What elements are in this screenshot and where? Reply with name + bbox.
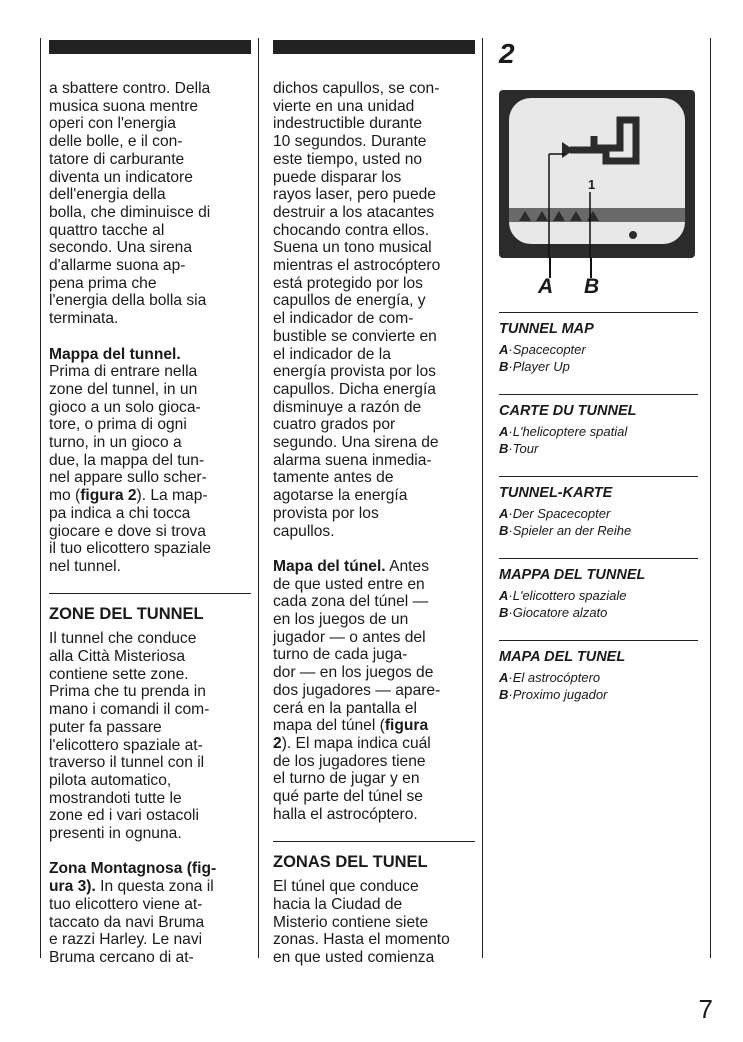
paragraph-energy: a sbattere contro. Della musica suona mentre operi con l'energia delle bolle, e il con- tatore di carburante diventa un indicatore dell'energia della bolla, che diminuisce di quattro tacche al secondo. Una sirena d'allarme suona ap- pena prima che l'energia della bolla sia terminata. [49, 80, 211, 328]
lead-heading: Mapa del túnel. [273, 557, 386, 575]
column-divider-mid-right [482, 38, 483, 958]
legend-spanish: MAPA DEL TUNEL A·El astrocóptero B·Proximo jugador [499, 640, 698, 710]
legend-italian: MAPPA DEL TUNNEL A·L'elicottero spaziale B·Giocatore alzato [499, 558, 698, 628]
column-divider-left [40, 38, 41, 958]
paragraph-tunnel-map: Mapa del túnel. Antes de que usted entre en cada zona del túnel — en los juegos de un jugador — o antes del turno de cada juga- dor — en los juegos de dos jugadores — apare- cerá en la pantalla el mapa del túnel (figura 2). El mapa indica cuál de los jugadores tiene el turno de jugar y en qué parte del túnel se halla el astrocóptero. [273, 557, 441, 823]
paragraph-zones: El túnel que conduce hacia la Ciudad de Misterio contiene siete zonas. Hasta el momento en que usted comienza [273, 878, 450, 967]
column-divider-right [710, 38, 711, 958]
section-title: ZONAS DEL TUNEL [273, 841, 475, 872]
section-title: ZONE DEL TUNNEL [49, 593, 251, 624]
header-bar [273, 40, 475, 54]
lead-heading: Zona Montagnosa (fig- [49, 860, 217, 878]
callout-a-label: A [538, 275, 554, 298]
column-italian [49, 40, 251, 967]
figure-reference: figura 2 [80, 487, 137, 505]
screen-area [509, 98, 685, 244]
legend-french: CARTE DU TUNNEL A·L'helicoptere spatial B·Tour [499, 394, 698, 464]
column-divider-mid-left [258, 38, 259, 958]
figure-callouts [499, 258, 695, 298]
callout-b-label: B [584, 275, 600, 298]
chapter-number: 2 [499, 38, 515, 69]
legend-title: TUNNEL MAP [499, 321, 594, 337]
tunnel-map-illustration [499, 90, 695, 258]
paragraph-mountain-zone: Zona Montagnosa (fig- ura 3). In questa zona il tuo elicottero viene at- taccato da navi Bruma e razzi Harley. Le navi Bruma cercano di at- [49, 860, 217, 966]
header-bar [49, 40, 251, 54]
tv-screen-figure [499, 90, 695, 258]
column-spanish [273, 40, 475, 967]
paragraph-zones: Il tunnel che conduce alla Città Misteriosa contiene sette zone. Prima che tu prenda in mano i comandi il com- puter fa passare l'elicottero spaziale at- traverso il tunnel con il pilota automatico, mostrandoti tutte le zone ed i vari ostacoli presenti in ognuna. [49, 630, 210, 843]
legend-title: MAPA DEL TUNEL [499, 649, 626, 665]
column-figure [499, 40, 698, 710]
page-number: 7 [698, 994, 713, 1024]
figure-reference: figura [384, 717, 429, 735]
legend-title: CARTE DU TUNNEL [499, 403, 637, 419]
legend-english: TUNNEL MAP A·Spacecopter B·Player Up [499, 312, 698, 382]
paragraph-energy: dichos capullos, se con- vierte en una unidad indestructible durante 10 segundos. Durante este tiempo, usted no puede disparar los rayos laser, pero puede destruir a los atacantes chocando contra ellos. Suena un tono musical mientras el astrocóptero está protegido por los capullos de energía, y el indicador de com- bustible se convierte en el indicador de la energía provista por los capullos. Dicha energía disminuye a razón de cuatro grados por segundo. Una sirena de alarma suena inmedia- tamente antes de agotarse la energía provista por los capullos. [273, 80, 441, 540]
legend-title: TUNNEL-KARTE [499, 485, 613, 501]
paragraph-tunnel-map: Mappa del tunnel. Prima di entrare nella zone del tunnel, in un gioco a un solo gioca- tore, o prima di ogni turno, in un gioco a due, la mappa del tun- nel appare sullo scher- mo (figura 2). La map- pa indica a chi tocca giocare e dove si trova il tuo elicottero spaziale nel tunnel. [49, 345, 212, 575]
lead-heading: Mappa del tunnel. [49, 345, 181, 363]
legend-title: MAPPA DEL TUNNEL [499, 567, 646, 583]
legend-german: TUNNEL-KARTE A·Der Spacecopter B·Spieler an der Reihe [499, 476, 698, 546]
fuel-indicator [629, 231, 637, 239]
player-number: 1 [588, 177, 596, 192]
